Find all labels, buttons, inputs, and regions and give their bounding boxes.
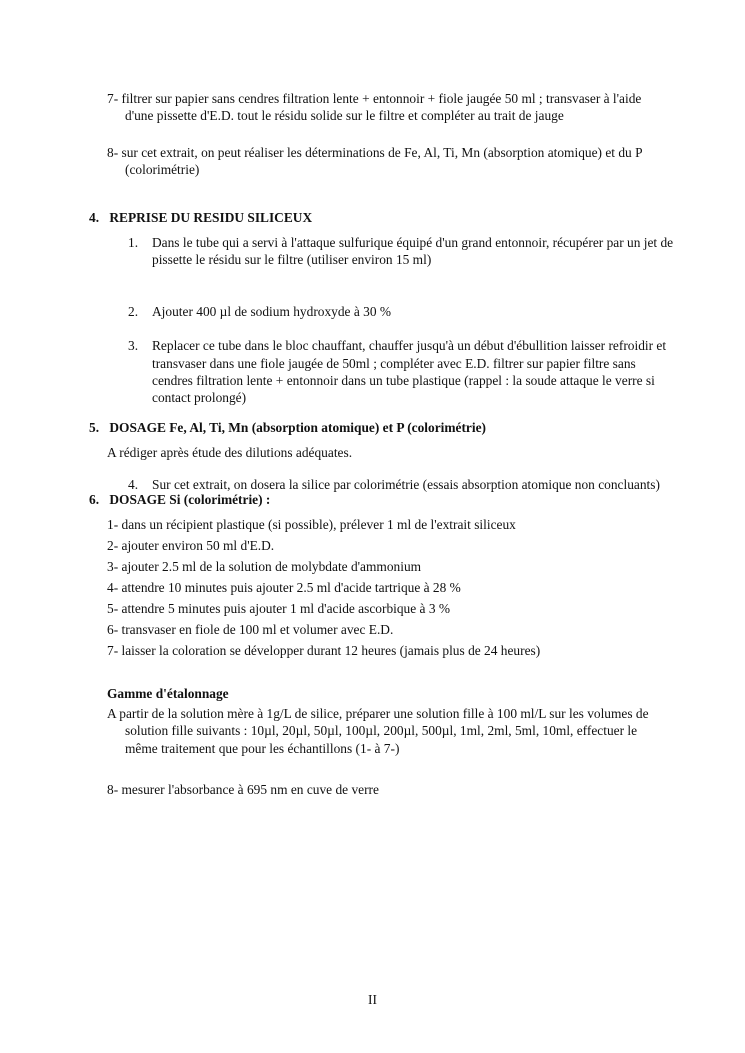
section-4-item-1 [128, 234, 679, 269]
section-4-title: REPRISE DU RESIDU SILICEUX [109, 210, 313, 225]
item-number: 2. [128, 303, 139, 319]
si-step-3: 3- ajouter 2.5 ml de la solution de molybdate d'ammonium [107, 559, 422, 574]
si-step-7: 7- laisser la coloration se développer durant 12 heures (jamais plus de 24 heures) [107, 643, 541, 658]
section-5-heading [89, 419, 689, 436]
section-6-title: DOSAGE Si (colorimétrie) : [109, 492, 271, 507]
section-5-title: DOSAGE Fe, Al, Ti, Mn (absorption atomique) et P (colorimétrie) [109, 420, 486, 435]
step-8-extract: 8- sur cet extrait, on peut réaliser les déterminations de Fe, Al, Ti, Mn (absorption atomique) et du P (colorimétrie) [107, 145, 643, 178]
calibration-text: A partir de la solution mère à 1g/L de silice, préparer une solution fille à 100 ml/L sur les volumes de solution fille suivants : 10µl, 20µl, 50µl, 100µl, 200µl, 500µl, 1ml, 2ml, 5ml, 10ml, effectuer le même traitement que pour les échantillons (1- à 7-) [107, 706, 649, 756]
step-7-filter: 7- filtrer sur papier sans cendres filtration lente + entonnoir + fiole jaugée 50 ml ; transvaser à l'aide d'une pissette d'E.D. tout le résidu solide sur le filtre et compléter au trait de jauge [107, 91, 642, 124]
section-4-item-3 [128, 337, 679, 407]
si-step-2: 2- ajouter environ 50 ml d'E.D. [107, 538, 275, 553]
section-4-number: 4. [89, 210, 100, 225]
item-text: Ajouter 400 µl de sodium hydroxyde à 30 % [152, 303, 392, 319]
si-step-8: 8- mesurer l'absorbance à 695 nm en cuve de verre [107, 782, 379, 797]
item-text: Replacer ce tube dans le bloc chauffant, chauffer jusqu'à un début d'ébullition laisser refroidir et transvaser dans une fiole jaugée de 50ml ; compléter avec E.D. filtrer sur papier filtre sans cendres filtration lente + entonnoir dans un tube plastique (rappel : la soude attaque le verre si contact prolongé) [152, 338, 667, 406]
si-step-1: 1- dans un récipient plastique (si possible), prélever 1 ml de l'extrait siliceux [107, 517, 516, 532]
calibration-title: Gamme d'étalonnage [107, 686, 229, 701]
item-number: 4. [128, 476, 139, 492]
si-step-4: 4- attendre 10 minutes puis ajouter 2.5 ml d'acide tartrique à 28 % [107, 580, 461, 595]
section-4-item-2 [128, 303, 679, 320]
item-text: Sur cet extrait, on dosera la silice par colorimétrie (essais absorption atomique non concluants) [152, 476, 660, 492]
si-step-6: 6- transvaser en fiole de 100 ml et volumer avec E.D. [107, 622, 394, 637]
section-5-number: 5. [89, 420, 100, 435]
item-number: 3. [128, 338, 139, 354]
section-4-heading [89, 209, 649, 226]
si-step-5: 5- attendre 5 minutes puis ajouter 1 ml d'acide ascorbique à 3 % [107, 601, 451, 616]
section-5-body: A rédiger après étude des dilutions adéquates. [107, 445, 353, 460]
page-number: II [368, 992, 377, 1007]
section-6-number: 6. [89, 492, 100, 507]
section-6-heading [89, 491, 649, 508]
item-text: Dans le tube qui a servi à l'attaque sulfurique équipé d'un grand entonnoir, récupérer par un jet de pissette le résidu sur le filtre (utiliser environ 15 ml) [152, 235, 674, 268]
item-number: 1. [128, 235, 139, 250]
